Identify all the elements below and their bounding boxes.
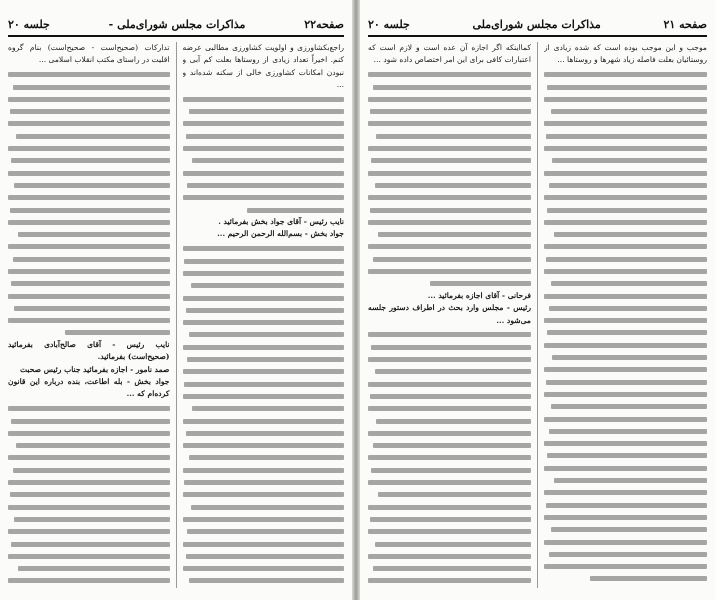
left-page-number: صفحه۲۲ <box>304 17 344 31</box>
right-page-columns <box>368 42 707 588</box>
speaker-line: فرحانی - آقای اجازه بفرمائید ... <box>427 290 531 300</box>
text-lines <box>183 243 345 588</box>
column-text: تداركات (صحیح‌است - صحیح‌است) بنام گروه اقلیت در راستای مكتب انقلاب اسلامی ... <box>8 43 170 65</box>
right-page-number: صفحه ۲۱ <box>663 17 707 31</box>
text-lines <box>368 69 531 290</box>
column-divider <box>537 42 538 588</box>
right-journal-title: مذاکرات مجلس شورای‌ملی <box>472 17 601 31</box>
right-header-rule <box>368 35 707 37</box>
left-page-column-left <box>8 42 170 588</box>
speaker-line: نایب رئیس - آقای جواد بخش بفرمائید . <box>218 217 344 227</box>
text-lines <box>8 69 170 340</box>
speaker-line: نایب رئیس - آقای صالح‌آبادی بفرمائید (صحیح‌است) بفرمائید. <box>8 340 170 362</box>
left-session-label: جلسه ۲۰ <box>8 17 50 31</box>
left-journal-title: مذاکرات مجلس شورای‌ملی - <box>108 17 246 31</box>
right-session-label: جلسه ۲۰ <box>368 17 410 31</box>
column-text: کمااینکه اگر اجازه آن عده است و لازم است که اعتبارات کافی برای این امر اختصاص داده شود ... <box>368 43 531 65</box>
text-lines <box>368 329 531 588</box>
speaker-line: رئیس - مجلس وارد بحث در اطراف دستور جلسه می‌شود ... <box>368 303 531 325</box>
speaker-line: جواد بخش - بله اطاعت، بنده درباره این قانون کرده‌ام که ... <box>8 377 170 399</box>
right-page-column-left <box>368 42 531 588</box>
right-page-header <box>368 14 707 34</box>
column-text: موجب و این موجب بوده است که شده زیادی از روستائیان بعلت فاصله زیاد شهرها و روستاها ... <box>544 43 707 65</box>
left-page-header <box>8 14 344 34</box>
column-divider <box>176 42 177 588</box>
column-text: راجع‌بکشاورزی و اولویت کشاورزی مطالبی عرضه کنم. اخیراً تعداد زیادی از روستاها بعلت کم آبی و نبودن امکانات کشاورزی خالی از سکنه شده‌اند و ... <box>182 43 344 89</box>
right-page-column-right <box>544 42 707 588</box>
left-page <box>0 0 352 600</box>
left-header-rule <box>8 35 344 37</box>
book-gutter <box>352 0 360 600</box>
left-page-columns <box>8 42 344 588</box>
text-lines <box>8 403 170 588</box>
left-page-column-right <box>183 42 345 588</box>
text-lines <box>183 93 345 216</box>
speaker-line: صمد نامور - اجازه بفرمائید جناب رئیس صحبت <box>19 364 170 374</box>
text-lines <box>544 69 707 585</box>
speaker-line: جواد بخش - بسم‌الله الرحمن الرحیم ... <box>217 229 344 239</box>
right-page <box>360 0 715 600</box>
